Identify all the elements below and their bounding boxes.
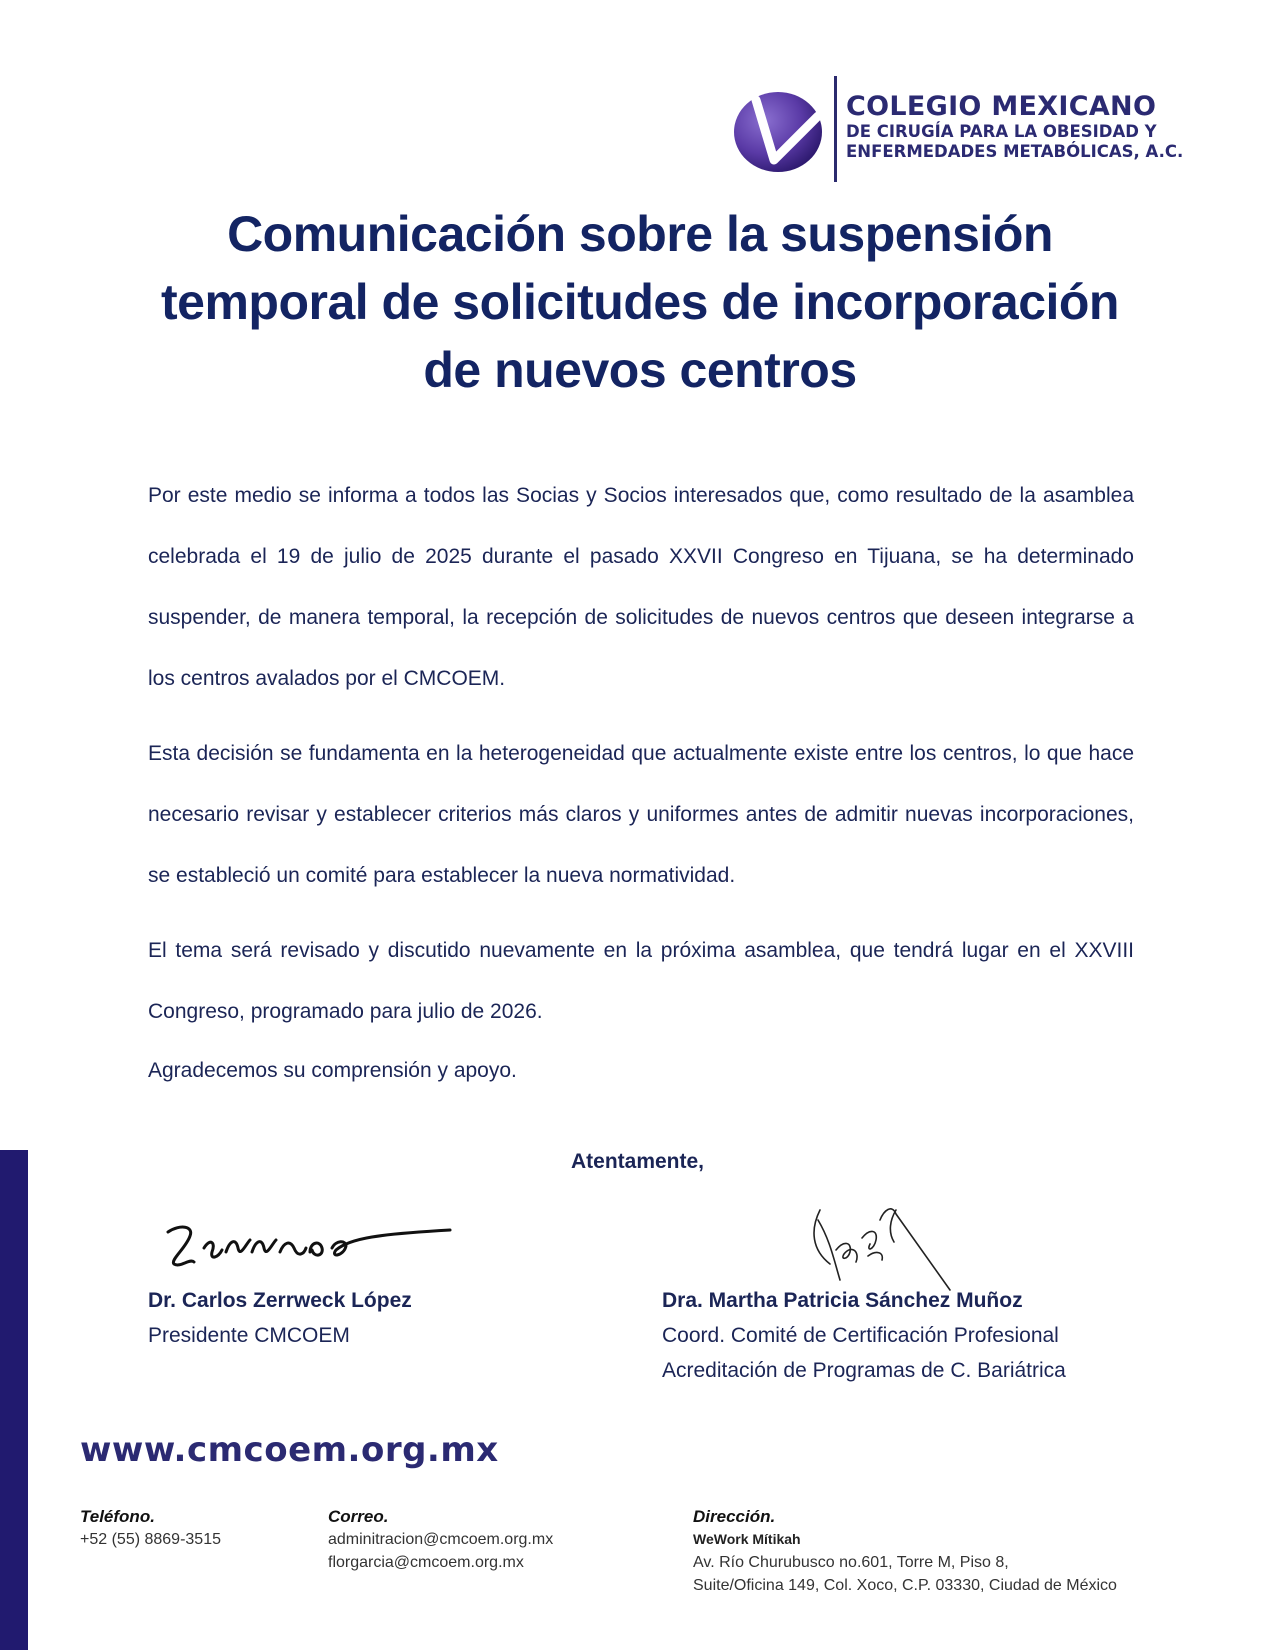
signer-name: Dr. Carlos Zerrweck López xyxy=(148,1289,412,1312)
email-link[interactable]: adminitracion@cmcoem.org.mx xyxy=(328,1531,554,1548)
signer-block xyxy=(148,1283,412,1353)
email-label: Correo. xyxy=(328,1507,389,1526)
document-body xyxy=(148,465,1134,1086)
address-label: Dirección. xyxy=(693,1507,776,1526)
contact-email xyxy=(328,1505,553,1574)
address-name: WeWork Mítikah xyxy=(693,1531,801,1547)
logo-divider xyxy=(834,76,837,182)
signature-sanchez xyxy=(800,1180,970,1300)
decorative-sidebar-bar xyxy=(0,1150,28,1650)
website-link[interactable]: www.cmcoem.org.mx xyxy=(80,1430,499,1470)
phone-label: Teléfono. xyxy=(80,1507,155,1526)
closing: Atentamente, xyxy=(570,1150,705,1173)
address-line: Suite/Oficina 149, Col. Xoco, C.P. 03330, Ciudad de México xyxy=(693,1577,1117,1594)
document-title: Comunicación sobre la suspensión temporal de solicitudes de incorporación de nuevos centros xyxy=(161,206,1119,398)
signer-role: Acreditación de Programas de C. Bariátrica xyxy=(662,1359,1066,1382)
signer-name: Dra. Martha Patricia Sánchez Muñoz xyxy=(662,1289,1023,1312)
header-logo xyxy=(730,76,1210,182)
paragraph: Agradecemos su comprensión y apoyo. xyxy=(148,1059,517,1082)
cmcoem-logo-icon xyxy=(730,86,826,174)
signature-zerrweck xyxy=(160,1218,460,1278)
address-line: Av. Río Churubusco no.601, Torre M, Piso 8, xyxy=(693,1554,1009,1571)
org-name xyxy=(846,92,1183,162)
signer-role: Coord. Comité de Certificación Profesional xyxy=(662,1324,1059,1347)
contact-address xyxy=(693,1505,1117,1597)
paragraph: Esta decisión se fundamenta en la heterogeneidad que actualmente existe entre los centros, lo que hace necesario revisar y establecer criterios más claros y uniformes antes de admitir nuevas incorporaciones, se estableció un comité para establecer la nueva normatividad. xyxy=(148,742,1134,887)
org-name-line1: COLEGIO MEXICANO xyxy=(846,91,1157,122)
org-name-line3: ENFERMEDADES METABÓLICAS, A.C. xyxy=(846,142,1184,161)
signer-role: Presidente CMCOEM xyxy=(148,1324,350,1347)
paragraph: El tema será revisado y discutido nuevamente en la próxima asamblea, que tendrá lugar en el XXVIII Congreso, programado para julio de 2026. xyxy=(148,939,1134,1023)
paragraph: Por este medio se informa a todos las Socias y Socios interesados que, como resultado de la asamblea celebrada el 19 de julio de 2025 durante el pasado XXVII Congreso en Tijuana, se ha determinado suspender, de manera temporal, la recepción de solicitudes de nuevos centros que deseen integrarse a los centros avalados por el CMCOEM. xyxy=(148,484,1134,690)
phone-number[interactable]: +52 (55) 8869-3515 xyxy=(80,1531,221,1548)
org-name-line2: DE CIRUGÍA PARA LA OBESIDAD Y xyxy=(846,122,1157,141)
email-link[interactable]: florgarcia@cmcoem.org.mx xyxy=(328,1554,524,1571)
signer-block xyxy=(662,1283,1066,1388)
contact-phone xyxy=(80,1505,221,1551)
